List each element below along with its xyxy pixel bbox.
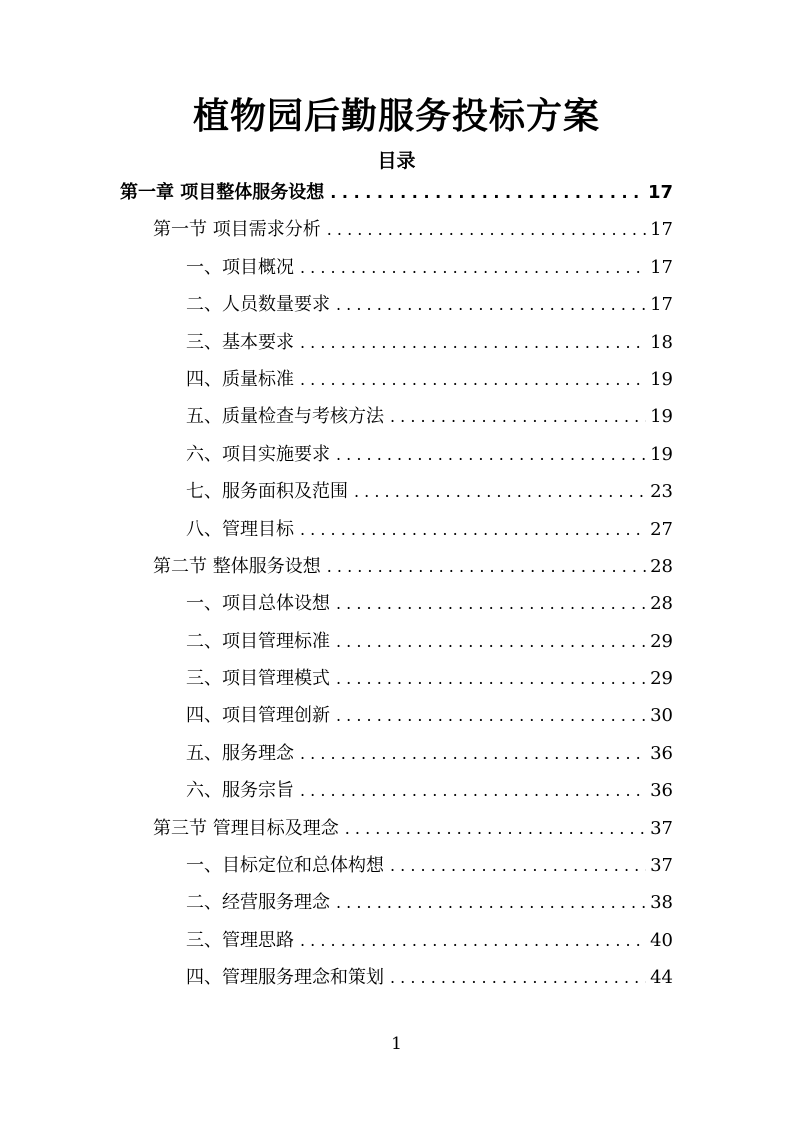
toc-entry[interactable]	[120, 660, 673, 697]
toc-entry[interactable]	[120, 847, 673, 884]
toc-entry-label: 第二节 整体服务设想	[153, 555, 321, 577]
toc-entry-label: 六、项目实施要求	[186, 443, 330, 465]
toc-entry[interactable]	[120, 174, 673, 211]
toc-entry[interactable]	[120, 361, 673, 398]
toc-entry[interactable]	[120, 324, 673, 361]
toc-entry-page: 36	[650, 780, 673, 802]
toc-dot-leader	[336, 436, 646, 473]
toc-entry-page: 19	[650, 406, 673, 428]
toc-entry[interactable]	[120, 511, 673, 548]
toc-entry[interactable]	[120, 884, 673, 921]
toc-entry-label: 二、项目管理标准	[186, 630, 330, 652]
toc-dot-leader	[336, 660, 646, 697]
toc-entry-page: 37	[650, 855, 673, 877]
toc-entry-page: 38	[650, 892, 673, 914]
toc-entry-page: 36	[650, 742, 673, 764]
toc-entry-page: 17	[650, 294, 673, 316]
toc-entry-label: 八、管理目标	[186, 518, 294, 540]
toc-entry-page: 17	[647, 182, 673, 203]
toc-entry-label: 三、管理思路	[186, 929, 294, 951]
page-number: 1	[391, 1034, 402, 1054]
toc-entry-label: 一、项目概况	[186, 256, 294, 278]
toc-dot-leader	[336, 884, 646, 921]
toc-dot-leader	[336, 286, 646, 323]
toc-entry[interactable]	[120, 211, 673, 248]
toc-dot-leader	[300, 324, 646, 361]
toc-dot-leader	[354, 473, 646, 510]
toc-entry[interactable]	[120, 735, 673, 772]
toc-dot-leader	[390, 398, 646, 435]
toc-entry[interactable]	[120, 436, 673, 473]
toc-entry-label: 五、服务理念	[186, 742, 294, 764]
toc-dot-leader	[336, 623, 646, 660]
toc-entry-label: 四、质量标准	[186, 368, 294, 390]
toc-entry-page: 18	[650, 331, 673, 353]
toc-entry-label: 五、质量检查与考核方法	[186, 406, 384, 428]
toc-entry-label: 一、目标定位和总体构想	[186, 855, 384, 877]
toc-entry-page: 30	[650, 705, 673, 727]
toc-entry[interactable]	[120, 286, 673, 323]
toc-entry-label: 第三节 管理目标及理念	[153, 817, 339, 839]
toc-entry-label: 七、服务面积及范围	[186, 481, 348, 503]
toc-dot-leader	[327, 548, 646, 585]
toc-entry-label: 二、人员数量要求	[186, 294, 330, 316]
toc-entry-label: 第一章 项目整体服务设想	[120, 182, 325, 203]
toc-entry-label: 一、项目总体设想	[186, 593, 330, 615]
toc-entry-page: 37	[650, 817, 673, 839]
toc-dot-leader	[390, 847, 646, 884]
toc-entry-page: 19	[650, 368, 673, 390]
document-title: 植物园后勤服务投标方案	[192, 96, 600, 137]
toc-dot-leader	[345, 810, 646, 847]
toc-entry-page: 19	[650, 443, 673, 465]
toc-entry-label: 三、基本要求	[186, 331, 294, 353]
toc-entry-page: 28	[650, 555, 673, 577]
toc-entry[interactable]	[120, 959, 673, 996]
toc-entry-page: 44	[650, 967, 673, 989]
toc-dot-leader	[336, 697, 646, 734]
toc-dot-leader	[300, 249, 646, 286]
toc-entry-label: 四、管理服务理念和策划	[186, 967, 384, 989]
toc-entry[interactable]	[120, 623, 673, 660]
toc-entry-label: 四、项目管理创新	[186, 705, 330, 727]
toc-entry[interactable]	[120, 772, 673, 809]
toc-entry-page: 23	[650, 481, 673, 503]
toc-entry-label: 三、项目管理模式	[186, 668, 330, 690]
toc-entry-label: 第一节 项目需求分析	[153, 219, 321, 241]
toc-entry[interactable]	[120, 249, 673, 286]
toc-entry-label: 二、经营服务理念	[186, 892, 330, 914]
toc-entry-page: 27	[650, 518, 673, 540]
toc-entry[interactable]	[120, 922, 673, 959]
toc-dot-leader	[336, 585, 646, 622]
toc-entry-page: 17	[650, 219, 673, 241]
toc-entry-page: 29	[650, 630, 673, 652]
toc-dot-leader	[330, 174, 644, 211]
toc-dot-leader	[300, 772, 646, 809]
toc-dot-leader	[327, 211, 646, 248]
toc-dot-leader	[300, 361, 646, 398]
toc-dot-leader	[300, 511, 646, 548]
toc-entry-label: 六、服务宗旨	[186, 780, 294, 802]
toc-entry[interactable]	[120, 585, 673, 622]
toc-entry-page: 40	[650, 929, 673, 951]
toc-entry-page: 17	[650, 256, 673, 278]
toc-dot-leader	[300, 922, 646, 959]
toc-entry[interactable]	[120, 398, 673, 435]
table-of-contents	[120, 174, 673, 997]
toc-entry-page: 28	[650, 593, 673, 615]
toc-entry[interactable]	[120, 473, 673, 510]
toc-entry-page: 29	[650, 668, 673, 690]
toc-entry[interactable]	[120, 810, 673, 847]
toc-heading: 目录	[377, 150, 416, 172]
toc-dot-leader	[300, 735, 646, 772]
toc-entry[interactable]	[120, 697, 673, 734]
toc-dot-leader	[390, 959, 646, 996]
toc-entry[interactable]	[120, 548, 673, 585]
